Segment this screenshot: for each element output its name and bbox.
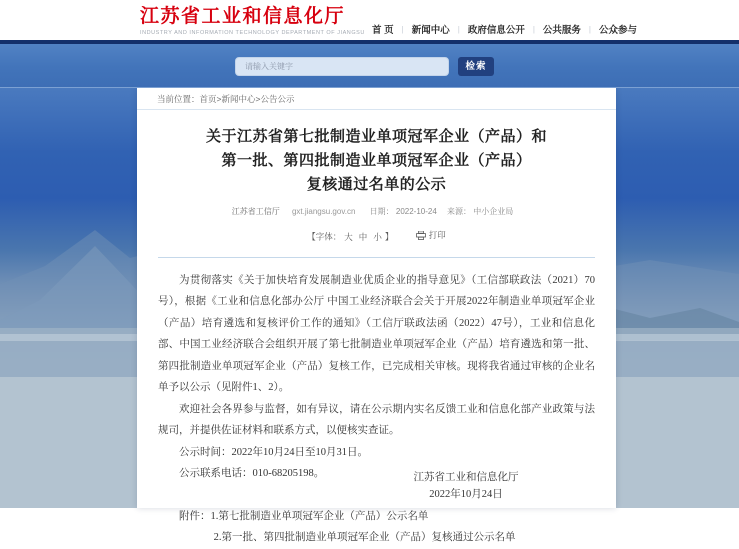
main-nav (372, 22, 637, 36)
signature-date: 2022年10月24日 (429, 489, 503, 500)
nav-separator: | (401, 24, 404, 34)
nav-item-public-service[interactable]: 公共服务 (542, 25, 581, 36)
meta-site-url: gxt.jiangsu.gov.cn (291, 207, 356, 216)
content-card (137, 88, 616, 543)
meta-origin-value: 中小企业局 (473, 207, 514, 216)
article-body (158, 270, 595, 549)
nav-item-participation[interactable]: 公众参与 (599, 25, 638, 36)
font-tool-prefix: 【字体： (307, 231, 342, 242)
attachment-line-1: 附件：1.第七批制造业单项冠军企业（产品）公示名单 (179, 510, 429, 522)
print-label: 打印 (428, 230, 446, 240)
search-button[interactable]: 检索 (458, 57, 494, 76)
nav-separator: | (588, 24, 591, 34)
printer-icon (416, 231, 426, 240)
meta-source-site: 江苏省工信厅 (231, 207, 280, 216)
meta-date-value: 2022-10-24 (395, 207, 437, 216)
publicity-period-line: 公示时间：2022年10月24日至10月31日。 (179, 446, 368, 458)
font-size-toolbar (158, 229, 595, 243)
title-body-divider (158, 257, 595, 258)
signature-org: 江苏省工业和信息化厅 (413, 472, 519, 483)
nav-separator: | (457, 24, 460, 34)
font-size-small-button[interactable]: 小 (373, 231, 382, 242)
meta-origin-label: 来源： (447, 207, 472, 216)
font-size-medium-button[interactable]: 中 (358, 231, 368, 242)
site-logo[interactable] (140, 7, 365, 36)
site-logo-title: 江苏省工业和信息化厅 (140, 6, 346, 27)
signature-block (366, 469, 566, 503)
site-logo-subtitle: INDUSTRY AND INFORMATION TECHNOLOGY DEPARTMENT OF JIANGSU (140, 30, 365, 36)
print-button[interactable] (416, 229, 446, 241)
page-title (158, 125, 595, 197)
breadcrumb-path[interactable]: 首页>新闻中心>公告公示 (199, 94, 295, 104)
breadcrumb-label: 当前位置： (157, 94, 200, 104)
font-tool-suffix: 】 (384, 231, 394, 242)
search-input[interactable] (235, 57, 449, 76)
breadcrumb (137, 88, 616, 110)
page-title-line2: 第一批、第四批制造业单项冠军企业（产品） (221, 152, 532, 169)
nav-item-gov-info[interactable]: 政府信息公开 (467, 25, 525, 36)
meta-date-label: 日期： (369, 207, 394, 216)
search-band (0, 44, 739, 88)
site-header (0, 0, 739, 40)
page-title-line1: 关于江苏省第七批制造业单项冠军企业（产品）和 (205, 128, 547, 145)
contact-phone-line: 公示联系电话：010-68205198。 (179, 468, 325, 479)
nav-item-news[interactable]: 新闻中心 (411, 25, 450, 36)
paragraph-2: 欢迎社会各界参与监督，如有异议，请在公示期内实名反馈工业和信息化部产业政策与法规司，并提供佐证材料和联系方式，以便核实查证。 (158, 403, 595, 436)
article-meta (158, 206, 595, 217)
attachment-line-2: 2.第一批、第四批制造业单项冠军企业（产品）复核通过公示名单 (213, 532, 516, 543)
page-title-line3: 复核通过名单的公示 (306, 176, 447, 193)
nav-separator: | (532, 24, 535, 34)
font-size-large-button[interactable]: 大 (344, 231, 353, 242)
paragraph-1: 为贯彻落实《关于加快培育发展制造业优质企业的指导意见》（工信部联政法（2021）70号），根据《工业和信息化部办公厅 中国工业经济联合会关于开展2022年制造业单项冠军企业（产品）培育遴选和复核评价工作的通知》（工信厅联政法函（2022）47号），工业和信息化部、中国工业经济联合会组织开展了第七批制造业单项冠军企业（产品）培育遴选和第一批、第四批制造业单项冠军企业（产品）复核工作，已完成相关审核。现将我省通过审核的企业名单予以公示（见附件1、2）。 (158, 274, 595, 393)
nav-item-home[interactable]: 首 页 (372, 25, 394, 36)
